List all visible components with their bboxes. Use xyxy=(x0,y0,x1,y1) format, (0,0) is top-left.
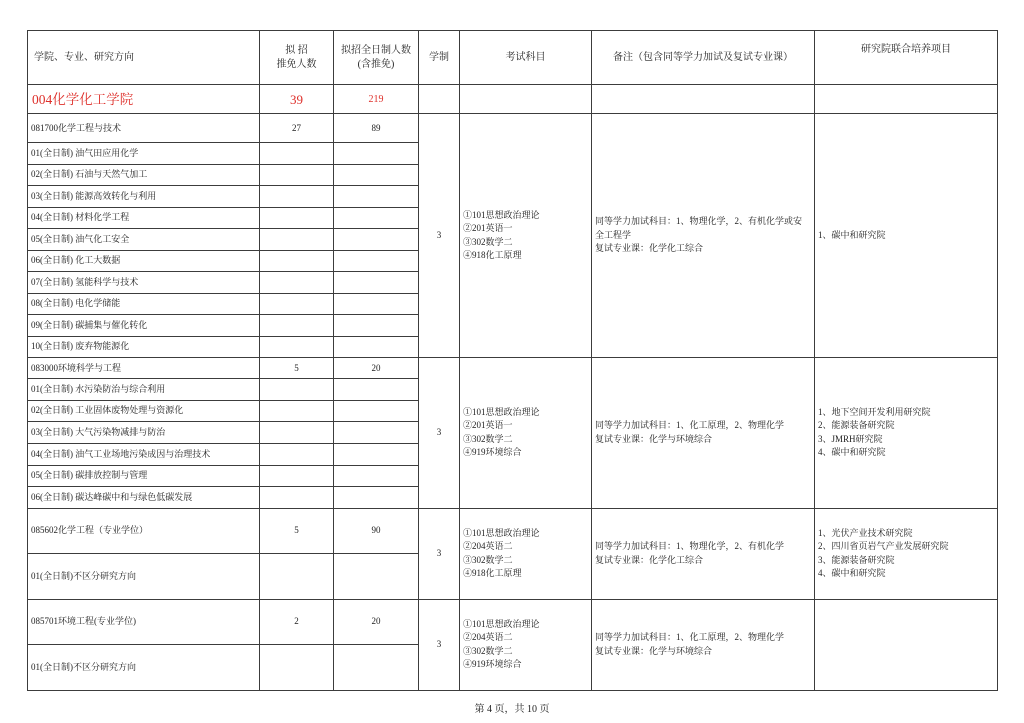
empty-cell xyxy=(815,85,998,114)
empty-cell xyxy=(260,336,334,358)
empty-cell xyxy=(592,85,815,114)
exam-subject: ②201英语一 xyxy=(463,420,513,431)
page-footer: 第 4 页，共 10 页 xyxy=(474,704,550,715)
empty-cell xyxy=(260,443,334,465)
empty-cell xyxy=(260,315,334,337)
remarks xyxy=(592,508,815,599)
direction-name: 05(全日制) 碳排放控制与管理 xyxy=(28,465,260,487)
program-row xyxy=(28,114,998,143)
program-duration: 3 xyxy=(419,599,460,690)
header-fulltime xyxy=(334,31,419,85)
program-name: 081700化学工程与技术 xyxy=(28,114,260,143)
direction-name: 02(全日制) 石油与天然气加工 xyxy=(28,164,260,186)
joint-institute: 3、JMRH研究院 xyxy=(818,433,883,444)
remarks xyxy=(592,114,815,358)
college-fulltime-count: 219 xyxy=(334,85,419,114)
empty-cell xyxy=(334,465,419,487)
remark-line: 复试专业课：化学与环境综合 xyxy=(595,433,713,444)
joint-institute: 1、地下空间开发利用研究院 xyxy=(818,406,931,417)
exam-subject: ③302数学二 xyxy=(463,554,513,565)
remark-line: 同等学力加试科目：1、化工原理，2、物理化学 xyxy=(595,420,785,431)
direction-name: 03(全日制) 大气污染物减排与防治 xyxy=(28,422,260,444)
header-exempt-line2: 推免人数 xyxy=(276,58,317,70)
empty-cell xyxy=(334,553,419,599)
empty-cell xyxy=(334,272,419,294)
program-duration: 3 xyxy=(419,114,460,358)
header-exam: 考试科目 xyxy=(460,31,592,85)
header-fulltime-line1: 拟招全日制人数 xyxy=(341,44,411,56)
program-name: 083000环境科学与工程 xyxy=(28,358,260,379)
empty-cell xyxy=(334,164,419,186)
direction-name: 04(全日制) 材料化学工程 xyxy=(28,207,260,229)
program-exempt-count: 5 xyxy=(260,508,334,553)
direction-name: 02(全日制) 工业固体废物处理与资源化 xyxy=(28,400,260,422)
direction-name: 05(全日制) 油气化工安全 xyxy=(28,229,260,251)
program-row xyxy=(28,358,998,379)
empty-cell xyxy=(260,379,334,401)
empty-cell xyxy=(334,315,419,337)
program-fulltime-count: 20 xyxy=(334,599,419,644)
exam-subject: ②204英语二 xyxy=(463,541,513,552)
joint-institute: 2、四川省页岩气产业发展研究院 xyxy=(818,541,949,552)
program-duration: 3 xyxy=(419,508,460,599)
empty-cell xyxy=(260,143,334,165)
empty-cell xyxy=(260,229,334,251)
program-exempt-count: 2 xyxy=(260,599,334,644)
direction-name: 10(全日制) 废弃物能源化 xyxy=(28,336,260,358)
joint-institute: 4、碳中和研究院 xyxy=(818,447,886,458)
exam-subject: ①101思想政治理论 xyxy=(463,527,540,538)
direction-name: 01(全日制)不区分研究方向 xyxy=(28,644,260,690)
remarks xyxy=(592,358,815,509)
exam-subject: ③302数学二 xyxy=(463,433,513,444)
empty-cell xyxy=(260,553,334,599)
header-exempt-line1: 拟 招 xyxy=(285,44,308,56)
joint-institute: 2、能源装备研究院 xyxy=(818,420,895,431)
exam-subject: ②204英语二 xyxy=(463,632,513,643)
exam-subject: ③302数学二 xyxy=(463,645,513,656)
empty-cell xyxy=(334,443,419,465)
empty-cell xyxy=(334,336,419,358)
remark-line: 同等学力加试科目：1、化工原理，2、物理化学 xyxy=(595,632,785,643)
joint-programs xyxy=(815,599,998,690)
exam-subject: ①101思想政治理论 xyxy=(463,209,540,220)
empty-cell xyxy=(334,293,419,315)
exam-subjects xyxy=(460,508,592,599)
empty-cell xyxy=(260,644,334,690)
admissions-catalog-table xyxy=(27,30,998,691)
empty-cell xyxy=(334,143,419,165)
exam-subjects xyxy=(460,599,592,690)
empty-cell xyxy=(260,207,334,229)
program-fulltime-count: 90 xyxy=(334,508,419,553)
header-fulltime-line2: (含推免) xyxy=(357,58,395,70)
empty-cell xyxy=(260,186,334,208)
empty-cell xyxy=(334,207,419,229)
direction-name: 08(全日制) 电化学储能 xyxy=(28,293,260,315)
joint-institute: 1、光伏产业技术研究院 xyxy=(818,527,913,538)
remark-line: 同等学力加试科目：1、物理化学，2、有机化学或安全工程学 xyxy=(595,216,803,240)
joint-institute: 3、能源装备研究院 xyxy=(818,554,895,565)
program-duration: 3 xyxy=(419,358,460,509)
header-duration: 学制 xyxy=(419,31,460,85)
empty-cell xyxy=(260,422,334,444)
program-row xyxy=(28,508,998,553)
remark-line: 复试专业课：化学化工综合 xyxy=(595,243,704,254)
joint-programs xyxy=(815,508,998,599)
empty-cell xyxy=(334,400,419,422)
remarks xyxy=(592,599,815,690)
header-unit: 学院、专业、研究方向 xyxy=(28,31,260,85)
empty-cell xyxy=(260,487,334,509)
empty-cell xyxy=(334,379,419,401)
exam-subject: ④918化工原理 xyxy=(463,250,522,260)
empty-cell xyxy=(260,272,334,294)
empty-cell xyxy=(260,400,334,422)
remark-line: 复试专业课：化学化工综合 xyxy=(595,554,704,565)
exam-subject: ①101思想政治理论 xyxy=(463,406,540,417)
college-row xyxy=(28,85,998,114)
empty-cell xyxy=(260,465,334,487)
direction-name: 01(全日制) 水污染防治与综合利用 xyxy=(28,379,260,401)
exam-subject: ④918化工原理 xyxy=(463,568,522,579)
header-joint: 研究院联合培养项目 xyxy=(815,31,998,85)
empty-cell xyxy=(334,644,419,690)
empty-cell xyxy=(334,229,419,251)
empty-cell xyxy=(334,250,419,272)
direction-name: 06(全日制) 化工大数据 xyxy=(28,250,260,272)
empty-cell xyxy=(334,186,419,208)
header-row xyxy=(28,31,998,85)
exam-subject: ④919环境综合 xyxy=(463,447,522,458)
exam-subject: ④919环境综合 xyxy=(463,659,522,670)
joint-institute: 4、碳中和研究院 xyxy=(818,568,886,579)
program-name: 085602化学工程（专业学位） xyxy=(28,508,260,553)
remark-line: 同等学力加试科目：1、物理化学，2、有机化学 xyxy=(595,541,785,552)
program-row xyxy=(28,599,998,644)
direction-name: 06(全日制) 碳达峰碳中和与绿色低碳发展 xyxy=(28,487,260,509)
college-exempt-count: 39 xyxy=(260,85,334,114)
program-name: 085701环境工程(专业学位) xyxy=(28,599,260,644)
remark-line: 复试专业课：化学与环境综合 xyxy=(595,645,713,656)
empty-cell xyxy=(260,164,334,186)
program-exempt-count: 5 xyxy=(260,358,334,379)
program-fulltime-count: 20 xyxy=(334,358,419,379)
empty-cell xyxy=(460,85,592,114)
empty-cell xyxy=(260,250,334,272)
header-exempt xyxy=(260,31,334,85)
empty-cell xyxy=(334,487,419,509)
program-fulltime-count: 89 xyxy=(334,114,419,143)
direction-name: 09(全日制) 碳捕集与催化转化 xyxy=(28,315,260,337)
direction-name: 01(全日制)不区分研究方向 xyxy=(28,553,260,599)
exam-subjects xyxy=(460,114,592,358)
direction-name: 07(全日制) 氢能科学与技术 xyxy=(28,272,260,294)
exam-subject: ③302数学二 xyxy=(463,236,513,247)
header-remarks: 备注（包含同等学力加试及复试专业课） xyxy=(592,31,815,85)
program-exempt-count: 27 xyxy=(260,114,334,143)
empty-cell xyxy=(334,422,419,444)
exam-subject: ①101思想政治理论 xyxy=(463,618,540,629)
empty-cell xyxy=(419,85,460,114)
college-name: 004化学化工学院 xyxy=(28,85,260,114)
exam-subject: ②201英语一 xyxy=(463,223,513,233)
empty-cell xyxy=(260,293,334,315)
direction-name: 03(全日制) 能源高效转化与利用 xyxy=(28,186,260,208)
joint-institute: 1、碳中和研究院 xyxy=(818,229,886,240)
direction-name: 04(全日制) 油气工业场地污染成因与治理技术 xyxy=(28,443,260,465)
direction-name: 01(全日制) 油气田应用化学 xyxy=(28,143,260,165)
joint-programs xyxy=(815,114,998,358)
joint-programs xyxy=(815,358,998,509)
exam-subjects xyxy=(460,358,592,509)
